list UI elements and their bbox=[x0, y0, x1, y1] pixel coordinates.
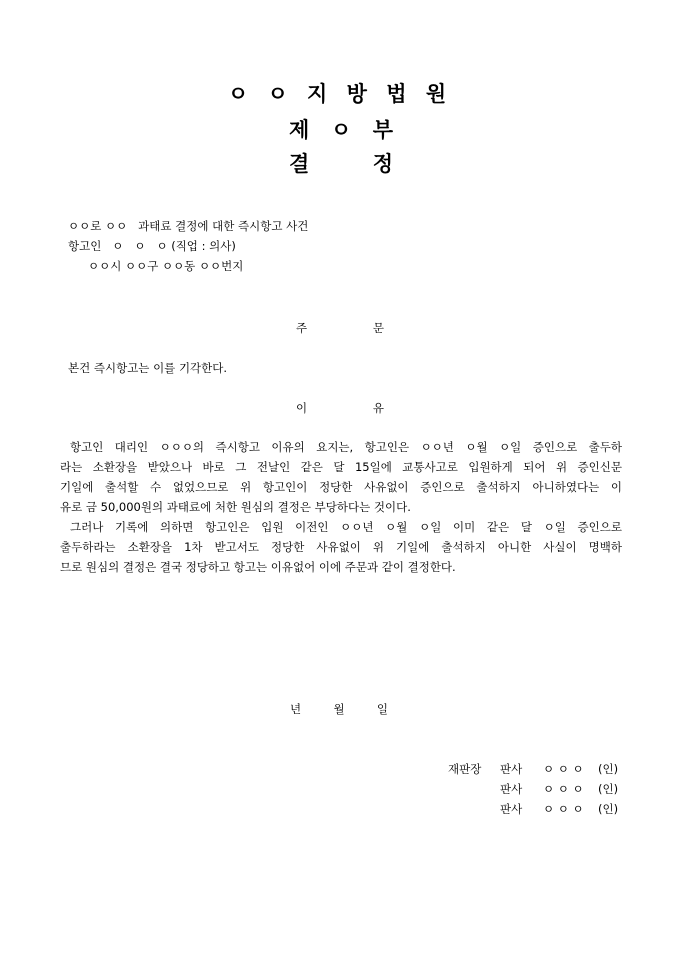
court-name: ㅇ ㅇ 지 방 법 원 bbox=[227, 82, 453, 106]
seal-mark: (인) bbox=[598, 762, 619, 776]
doc-type-char: 정 bbox=[372, 152, 393, 176]
reasons-heading-char: 이 bbox=[296, 401, 308, 415]
signature-row bbox=[440, 800, 630, 820]
judge-title: 판사 bbox=[500, 802, 523, 816]
court-title bbox=[0, 78, 680, 108]
judge-name: ㅇ ㅇ ㅇ bbox=[543, 802, 584, 816]
reason-line: 그러나 기록에 의하면 항고인은 입원 이전인 ㅇㅇ년 ㅇ월 ㅇ일 이미 같은 달 ㅇ일 증인으로 bbox=[70, 520, 622, 534]
judge-title: 판사 bbox=[500, 762, 523, 776]
date-year-label: 년 bbox=[290, 702, 302, 716]
reasons-heading-char: 유 bbox=[372, 401, 384, 415]
presiding-role: 재판장 bbox=[448, 762, 482, 776]
order-heading bbox=[296, 319, 384, 337]
order-heading-char: 주 bbox=[296, 321, 308, 335]
decision-date bbox=[290, 700, 388, 718]
order-text: 본건 즉시항고는 이를 기각한다. bbox=[68, 361, 228, 375]
reason-line: 유로 금 50,000원의 과태료에 처한 원심의 결정은 부당하다는 것이다. bbox=[60, 500, 411, 514]
case-title: ㅇㅇ로 ㅇㅇ 과태료 결정에 대한 즉시항고 사건 bbox=[68, 219, 309, 233]
reason-line: 므로 원심의 결정은 결국 정당하고 항고는 이유없어 이에 주문과 같이 결정한다. bbox=[60, 560, 456, 574]
signature-row bbox=[440, 760, 630, 780]
signature-row bbox=[440, 780, 630, 800]
appellant-line: 항고인 ㅇ ㅇ ㅇ (직업 : 의사) bbox=[68, 239, 236, 253]
date-day-label: 일 bbox=[376, 702, 388, 716]
date-month-label: 월 bbox=[333, 702, 345, 716]
document-type-title bbox=[289, 148, 393, 178]
seal-mark: (인) bbox=[598, 782, 619, 796]
judge-name: ㅇ ㅇ ㅇ bbox=[543, 762, 584, 776]
reasons-heading bbox=[296, 399, 384, 417]
appellant-address: ㅇㅇ시 ㅇㅇ구 ㅇㅇ동 ㅇㅇ번지 bbox=[88, 259, 244, 273]
seal-mark: (인) bbox=[598, 802, 619, 816]
order-heading-char: 문 bbox=[372, 321, 384, 335]
reason-line: 라는 소환장을 받았으나 바로 그 전날인 같은 달 15일에 교통사고로 입원하게 되어 위 증인신문 bbox=[60, 460, 622, 474]
reason-line: 기일에 출석할 수 없었으므로 위 항고인이 정당한 사유없이 증인으로 출석하지 아니하였다는 이 bbox=[60, 480, 622, 494]
reason-line: 항고인 대리인 ㅇㅇㅇ의 즉시항고 이유의 요지는, 항고인은 ㅇㅇ년 ㅇ월 ㅇ일 증인으로 출두하 bbox=[70, 440, 622, 454]
judge-title: 판사 bbox=[500, 782, 523, 796]
division-char: 제 bbox=[289, 118, 310, 142]
judge-name: ㅇ ㅇ ㅇ bbox=[543, 782, 584, 796]
reason-line: 출두하라는 소환장을 1차 받고서도 정당한 사유없이 위 기일에 출석하지 아니한 사실이 명백하 bbox=[60, 540, 622, 554]
signature-block bbox=[440, 760, 630, 820]
division-title bbox=[289, 114, 393, 144]
division-char: 부 bbox=[372, 118, 393, 142]
division-char: ㅇ bbox=[330, 118, 352, 142]
doc-type-char: 결 bbox=[289, 152, 310, 176]
